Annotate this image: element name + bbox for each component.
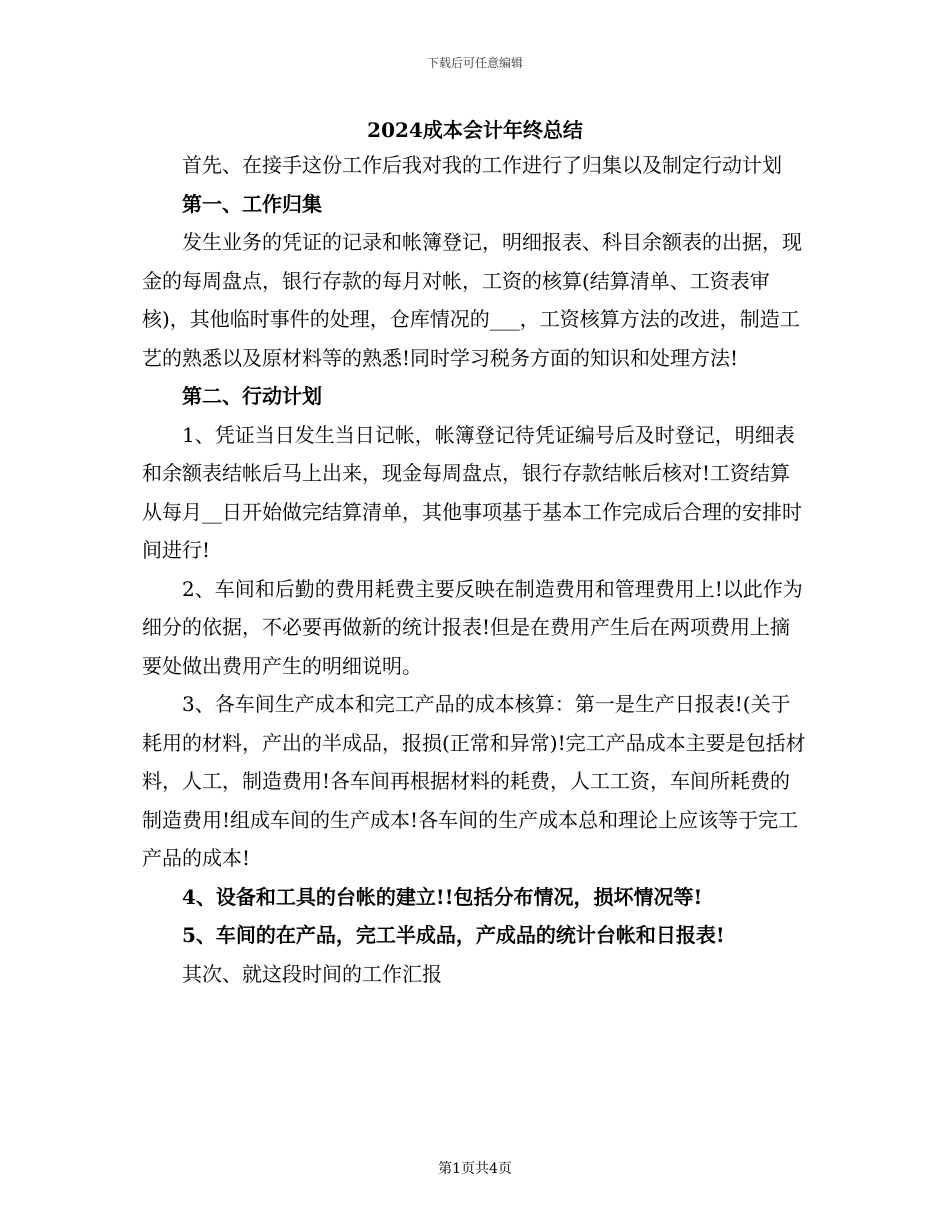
document-body [142, 146, 807, 993]
document-title: 2024成本会计年终总结 [367, 118, 583, 142]
header-note: 下载后可任意编辑 [426, 56, 523, 70]
page-number: 第1页共4页 [438, 1161, 512, 1177]
paragraph: 其次、就这段时间的工作汇报 [182, 961, 442, 986]
paragraph-intro: 首先、在接手这份工作后我对我的工作进行了归集以及制定行动计划 [182, 153, 782, 177]
section-heading: 第一、工作归集 [182, 191, 322, 216]
list-item: 5、车间的在产品，完工半成品，产成品的统计台帐和日报表! [182, 923, 725, 947]
list-item: 3、各车间生产成本和完工产品的成本核算：第一是生产日报表!(关于耗用的材料，产出的半成品，报损(正常和异常)!完工产品成本主要是包括材料，人工，制造费用!各车间再根据材料的耗费，人工工资，车间所耗费的制造费用!组成车间的生产成本!各车间的生产成本总和理论上应该等于完工产品的成本! [142, 692, 806, 870]
paragraph: 发生业务的凭证的记录和帐簿登记，明细报表、科目余额表的出据，现金的每周盘点，银行存款的每月对帐，工资的核算(结算清单、工资表审核)，其他临时事件的处理，仓库情况的___，工资核算方法的改进，制造工艺的熟悉以及原材料等的熟悉!同时学习税务方面的知识和处理方法! [142, 230, 802, 370]
list-item: 1、凭证当日发生当日记帐，帐簿登记待凭证编号后及时登记，明细表和余额表结帐后马上出来，现金每周盘点，银行存款结帐后核对!工资结算从每月__日开始做完结算清单，其他事项基于基本工作完成后合理的安排时间进行! [142, 422, 802, 562]
list-item: 2、车间和后勤的费用耗费主要反映在制造费用和管理费用上!以此作为细分的依据，不必要再做新的统计报表!但是在费用产生后在两项费用上摘要处做出费用产生的明细说明。 [142, 576, 803, 678]
list-item: 4、设备和工具的台帐的建立!!包括分布情况，损坏情况等! [182, 884, 703, 909]
section-heading: 第二、行动计划 [182, 384, 322, 408]
